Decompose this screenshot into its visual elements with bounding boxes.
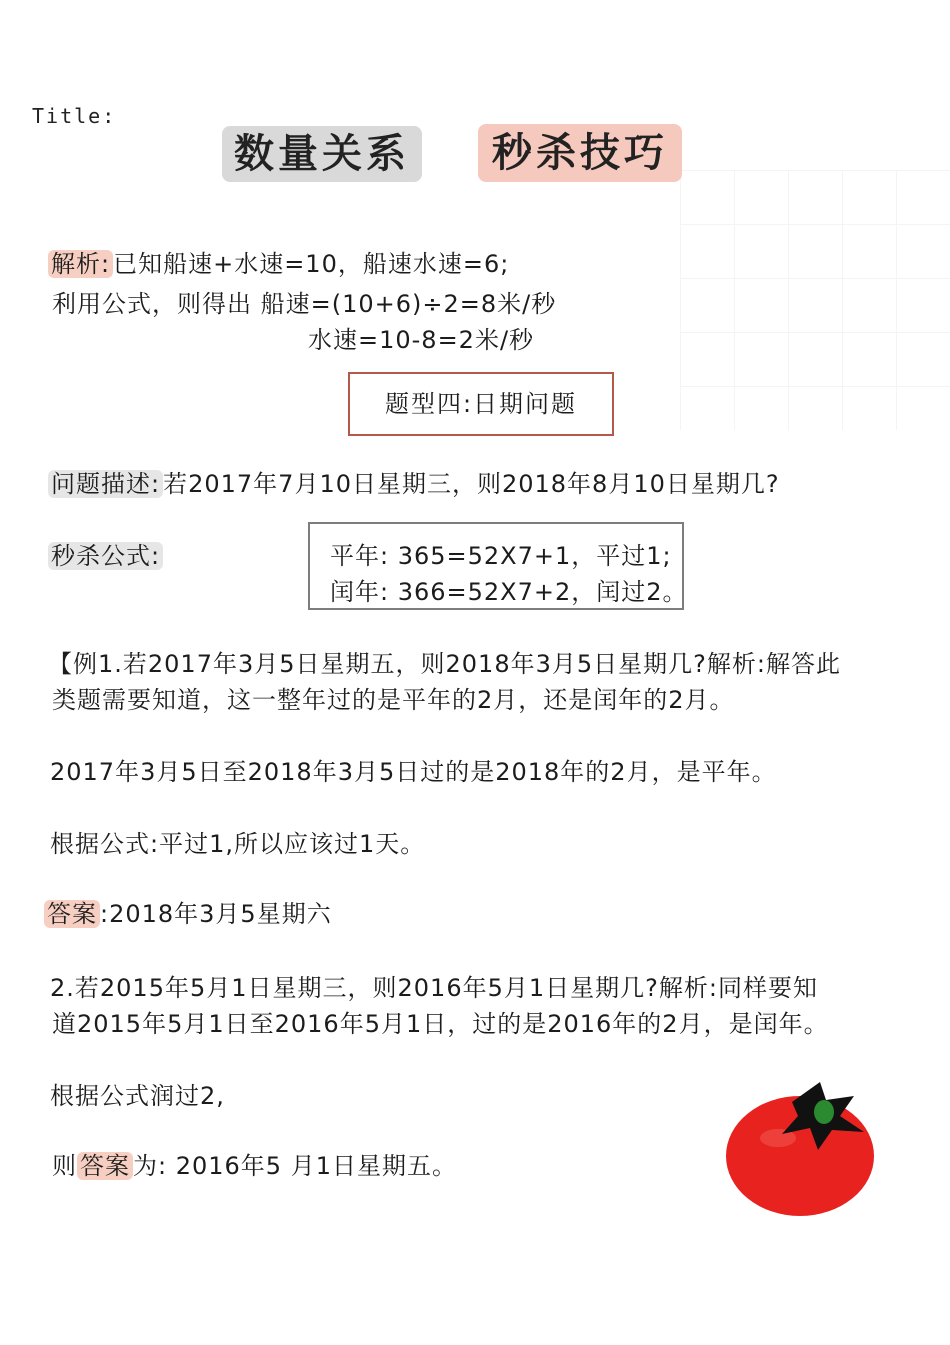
analysis-text-1: 已知船速+水速=10，船速水速=6; xyxy=(113,250,510,278)
example1-line-4: 根据公式:平过1,所以应该过1天。 xyxy=(50,830,426,858)
example2-answer xyxy=(52,1146,457,1181)
example1-line-2: 类题需要知道，这一整年过的是平年的2月，还是闰年的2月。 xyxy=(52,686,735,714)
title-part-1: 数量关系 xyxy=(222,126,422,182)
example2-line-3: 根据公式润过2, xyxy=(50,1082,225,1110)
quick-formula-label xyxy=(48,536,163,571)
example1-answer-label: 答案 xyxy=(44,900,100,928)
formula-line-2: 闰年: 366=52X7+2，闰过2。 xyxy=(330,578,688,606)
problem-line xyxy=(48,464,780,499)
example2-answer-label: 答案 xyxy=(77,1152,133,1180)
example1-line-1: 【例1.若2017年3月5日星期五，则2018年3月5日星期几?解析:解答此 xyxy=(48,650,841,678)
example1-answer-text: :2018年3月5星期六 xyxy=(100,900,332,928)
tomato-icon xyxy=(722,1076,882,1220)
example2-answer-prefix: 则 xyxy=(52,1152,77,1180)
analysis-line-2: 利用公式，则得出 船速=(10+6)÷2=8米/秒 xyxy=(52,290,557,318)
grid-background xyxy=(680,170,950,430)
problem-label: 问题描述: xyxy=(48,470,163,498)
analysis-label: 解析: xyxy=(48,250,113,278)
formula-box xyxy=(308,522,688,610)
example1-answer xyxy=(44,894,332,929)
title-label: Title: xyxy=(32,104,117,128)
example2-answer-text: 为: 2016年5 月1日星期五。 xyxy=(133,1152,457,1180)
quick-formula-label-text: 秒杀公式: xyxy=(48,542,163,570)
example1-line-3: 2017年3月5日至2018年3月5日过的是2018年的2月，是平年。 xyxy=(50,758,777,786)
analysis-line-1 xyxy=(48,244,509,279)
example2-line-2: 道2015年5月1日至2016年5月1日，过的是2016年的2月，是闰年。 xyxy=(52,1010,829,1038)
title-part-2: 秒杀技巧 xyxy=(478,124,682,182)
formula-line-1: 平年: 365=52X7+1，平过1; xyxy=(330,542,672,570)
problem-text: 若2017年7月10日星期三，则2018年8月10日星期几? xyxy=(163,470,780,498)
section-heading: 题型四:日期问题 xyxy=(348,372,614,436)
analysis-line-3: 水速=10-8=2米/秒 xyxy=(308,326,535,354)
example2-line-1: 2.若2015年5月1日星期三，则2016年5月1日星期几?解析:同样要知 xyxy=(50,974,818,1002)
